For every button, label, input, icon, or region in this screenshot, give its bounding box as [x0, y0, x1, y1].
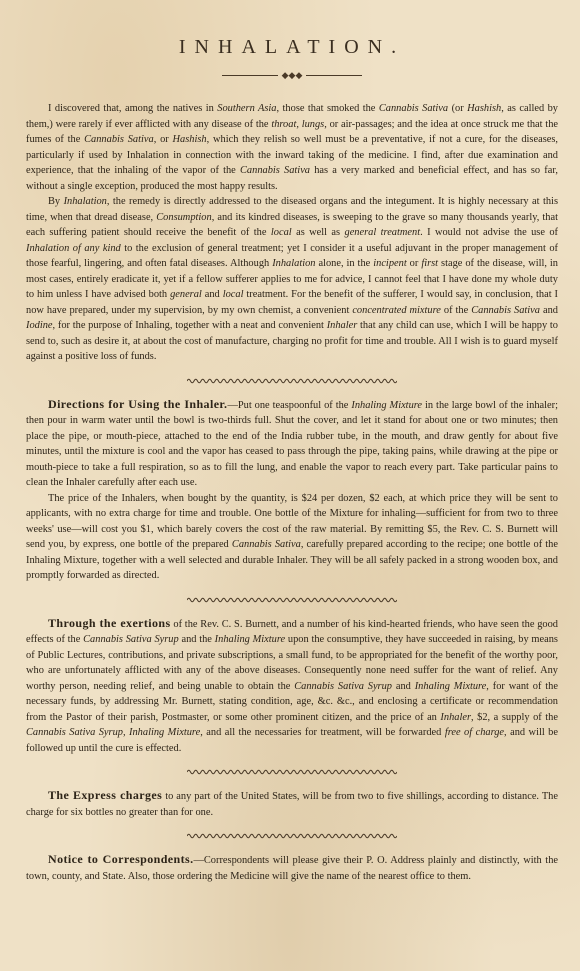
express-paragraph [26, 788, 558, 820]
directions-section [26, 397, 558, 584]
express-heading: The Express charges [48, 788, 163, 802]
wavy-divider-line [187, 379, 397, 383]
exertions-heading: Through the exertions [48, 615, 171, 630]
intro-paragraph-1: I discovered that, among the natives in Southern Asia, those that smoked the Cannabis Sativa (or Hashish, as called by them,) were rarely if ever afflicted with any disease of the throat, lungs, or air-passages; and the idea at once struck me that the fumes of the Cannabis Sativa, or Hashish, which they relish so well must be a preventative, if not a cure, for the diseases, particularly if used by Inhalation in connection with the inward taking of the medicine. I find, after due examination and experience, that the inhaling of the vapor of the Cannabis Sativa has a very marked and beneficial effect, and has so far, without a single exception, produced the most happy results. [26, 103, 558, 192]
ornament-line-right [306, 75, 362, 76]
title-ornament-rule [222, 71, 362, 79]
page-title: INHALATION. [178, 36, 406, 58]
notice-section [26, 852, 558, 884]
ornament-diamond-icon: ◆◆◆ [281, 70, 303, 80]
exertions-paragraph [26, 616, 558, 757]
directions-paragraph-1 [26, 397, 558, 491]
wavy-divider-line [187, 598, 397, 602]
notice-paragraph [26, 852, 558, 884]
wavy-divider [187, 832, 397, 840]
wavy-divider [187, 768, 397, 776]
exertions-section [26, 616, 558, 757]
exertions-text: of the Rev. C. S. Burnett, and a number of his kind-hearted friends, who have seen the good effects of the Cannabis Sativa Syrup and the Inhaling Mixture upon the consumptive, they have succeeded in raising, by means of Public Lectures, contributions, and private subscriptions, a small fund, to be appropriated for the benefit of the worthy poor, who are unfortunately afflicted with any of the above diseases. Consequently none need suffer for the want of relief. Any worthy person, needing relief, and being unable to obtain the Cannabis Sativa Syrup and Inhaling Mixture, for want of the necessary funds, by addressing Mr. Burnett, stating condition, age, &c. &c., and enclosing a certificate or recommendation from the Pastor of their parish, Postmaster, or some other prominent citizen, and the price of an Inhaler, $2, a supply of the Cannabis Sativa Syrup, Inhaling Mixture, and all the necessaries for treatment, will be forwarded free of charge, and will be followed up until the cure is effected. [26, 618, 558, 754]
express-text: to any part of the United States, will be from two to five shillings, according to distance. The charge for six bottles no greater than for one. [26, 791, 558, 818]
notice-heading: Notice to Correspondents. [48, 852, 194, 866]
wavy-divider [187, 377, 397, 385]
directions-heading: Directions for Using the Inhaler. [48, 396, 228, 411]
wavy-divider-line [187, 834, 397, 838]
express-section [26, 788, 558, 820]
wavy-divider [187, 596, 397, 604]
directions-text-1: —Put one teaspoonful of the Inhaling Mixture in the large bowl of the inhaler; then pour in warm water until the bowl is two-thirds full. Shut the cover, and let it stand for about one or two minutes; then place the pipe, or mouth-piece, attached to the end of the India rubber tube, in the mouth, and draw gently for about five minutes, until the mixture is cool and the vapor has ceased to pass through the pipe, taking pains, while drawing at the pipe or mouth-piece to take a full respiration, so as to fill the lung, and enable the vapor to reach every part. Take particular pains to clean the Inhaler carefully after each use. [26, 399, 559, 488]
intro-section [26, 101, 558, 365]
intro-paragraph-2: By Inhalation, the remedy is directly addressed to the diseased organs and the integument. It is highly necessary at this time, when that dread disease, Consumption, and its kindred diseases, is sweeping to the grave so many thousands yearly, that each suffering patient should receive the benefit of the local as well as general treatment. I would not advise the use of Inhalation of any kind to the exclusion of general treatment; yet I consider it a useful adjuvant in the proper management of those fearful, lingering, and often fatal diseases. Although Inhalation alone, in the incipent or first stage of the disease, will, in most cases, entirely eradicate it, yet if a fellow sufferer applies to me for advice, I cannot feel that I have done my whole duty to him unless I have advised both general and local treatment. For the benefit of the sufferer, I would say, in conclusion, that I now have prepared, under my supervision, by my own chemist, a convenient concentrated mixture of the Cannabis Sativa and Iodine, for the purpose of Inhaling, together with a neat and convenient Inhaler that any child can use, which I will be happy to send to, such as desire it, at about the cost of manufacture, charging no profit for time and trouble. All I wish is to guard myself against a positive loss of funds. [26, 196, 559, 362]
ornament-line-left [222, 75, 278, 76]
notice-text: —Correspondents will please give their P. O. Address plainly and distinctly, with the town, county, and State. Also, those ordering the Medicine will give the name of the nearest office to them. [26, 855, 558, 882]
wavy-divider-line [187, 770, 397, 774]
directions-paragraph-2: The price of the Inhalers, when bought by the quantity, is $24 per dozen, $2 each, at which price they will be sent to applicants, with no extra charge for time and trouble. One bottle of the Mixture for inhaling—sufficient for from two to three weeks' use—will cost you $1, which barely covers the cost of the raw material. By remitting $5, the Rev. C. S. Burnett will send you, by express, one bottle of the prepared Cannabis Sativa, carefully prepared according to the recipe; one bottle of the Inhaling Mixture, together with a well selected and durable Inhaler. They will be all safely packed in a strong wooden box, and promptly forwarded as directed. [26, 492, 558, 581]
